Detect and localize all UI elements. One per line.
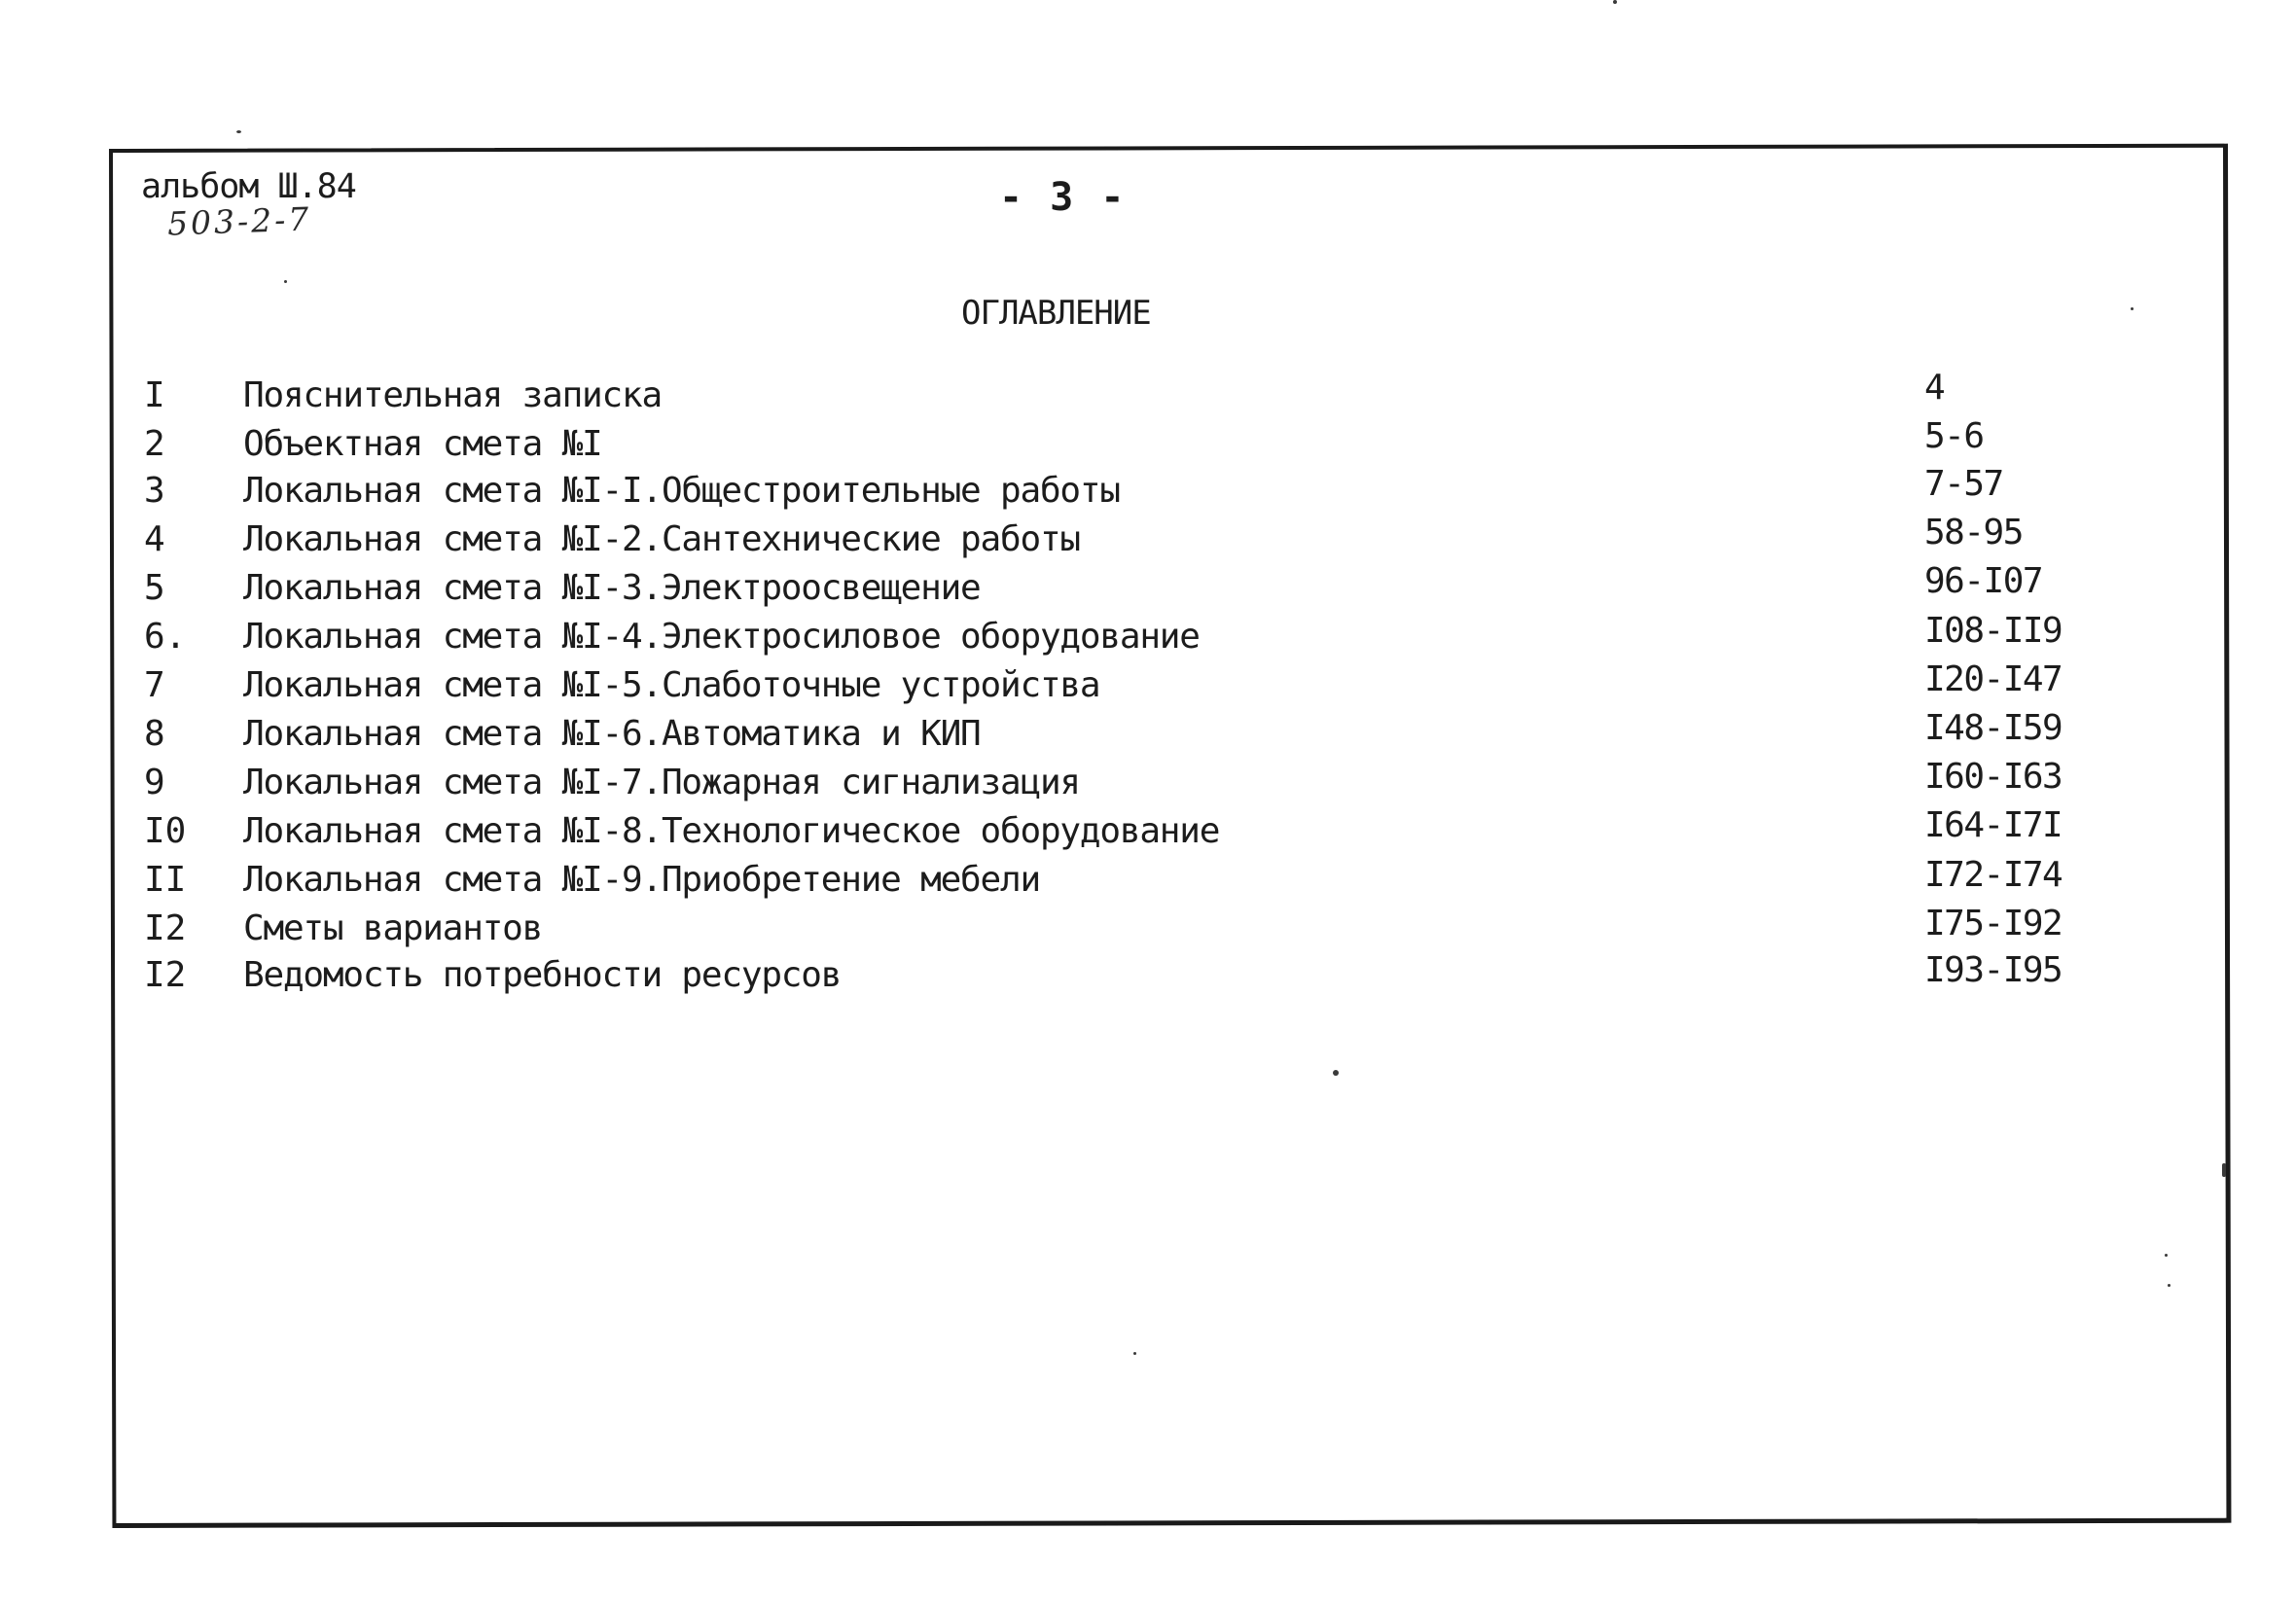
toc-item-title: Ведомость потребности ресурсов xyxy=(243,955,842,995)
toc-item-number: I xyxy=(144,375,165,415)
toc-item-pages: I72-I74 xyxy=(1924,855,2063,895)
page-number: - 3 - xyxy=(999,175,1127,220)
toc-item-pages: 7-57 xyxy=(1924,464,2003,504)
toc-item-number: I2 xyxy=(144,955,187,995)
toc-item-title: Локальная смета №I-9.Приобретение мебели xyxy=(243,860,1040,900)
toc-item-title: Локальная смета №I-7.Пожарная сигнализация xyxy=(243,763,1080,802)
toc-item-number: 3 xyxy=(144,471,165,511)
toc-item-number: 9 xyxy=(144,763,165,802)
toc-item-pages: I20-I47 xyxy=(1924,659,2063,699)
handwritten-code: 503-2-7 xyxy=(166,199,312,243)
scan-speck xyxy=(2165,1254,2168,1257)
toc-item-number: I2 xyxy=(144,908,187,948)
scan-speck xyxy=(2131,307,2134,310)
toc-title: ОГЛАВЛЕНИЕ xyxy=(961,294,1151,333)
toc-item-pages: 4 xyxy=(1924,368,1945,408)
toc-item-pages: I08-II9 xyxy=(1924,611,2063,651)
toc-row xyxy=(0,950,2296,1004)
scan-speck xyxy=(2168,1284,2170,1287)
toc-item-number: 7 xyxy=(144,665,165,705)
toc-item-pages: 96-I07 xyxy=(1924,561,2043,601)
toc-item-title: Пояснительная записка xyxy=(243,375,662,415)
toc-item-pages: I75-I92 xyxy=(1924,904,2063,943)
scan-speck xyxy=(2222,1163,2226,1177)
toc-item-title: Локальная смета №I-I.Общестроительные работы xyxy=(243,471,1120,511)
toc-item-number: 5 xyxy=(144,568,165,608)
toc-row xyxy=(0,757,2296,811)
toc-item-number: 6. xyxy=(144,617,187,657)
toc-item-number: I0 xyxy=(144,811,187,851)
album-label: альбом Ш.84 xyxy=(141,167,356,206)
toc-item-number: II xyxy=(144,860,187,900)
toc-item-title: Локальная смета №I-3.Электроосвещение xyxy=(243,568,981,608)
toc-item-title: Локальная смета №I-5.Слаботочные устройства xyxy=(243,665,1100,705)
toc-item-pages: I93-I95 xyxy=(1924,950,2063,990)
scan-speck xyxy=(1613,0,1617,4)
scan-speck xyxy=(1133,1352,1136,1355)
toc-item-pages: 5-6 xyxy=(1924,416,1984,456)
toc-row xyxy=(0,855,2296,908)
toc-item-number: 2 xyxy=(144,424,165,464)
toc-row xyxy=(0,561,2296,617)
toc-item-title: Локальная смета №I-8.Технологическое оборудование xyxy=(243,811,1220,851)
toc-item-title: Локальная смета №I-6.Автоматика и КИП xyxy=(243,714,981,754)
toc-row xyxy=(0,805,2296,860)
toc-item-pages: I64-I7I xyxy=(1924,805,2063,845)
toc-item-title: Локальная смета №I-2.Сантехнические работы xyxy=(243,519,1080,559)
toc-item-pages: I48-I59 xyxy=(1924,708,2063,748)
toc-item-pages: I60-I63 xyxy=(1924,757,2063,797)
scan-speck xyxy=(284,280,287,283)
toc-item-title: Объектная смета №I xyxy=(243,424,602,464)
toc-item-number: 4 xyxy=(144,519,165,559)
toc-item-number: 8 xyxy=(144,714,165,754)
toc-row xyxy=(0,708,2296,763)
toc-item-title: Локальная смета №I-4.Электросиловое оборудование xyxy=(243,617,1200,657)
toc-row xyxy=(0,611,2296,665)
toc-item-title: Сметы вариантов xyxy=(243,908,543,948)
toc-item-pages: 58-95 xyxy=(1924,513,2023,552)
scan-speck xyxy=(236,130,241,133)
toc-row xyxy=(0,659,2296,714)
scan-speck xyxy=(1333,1070,1339,1076)
